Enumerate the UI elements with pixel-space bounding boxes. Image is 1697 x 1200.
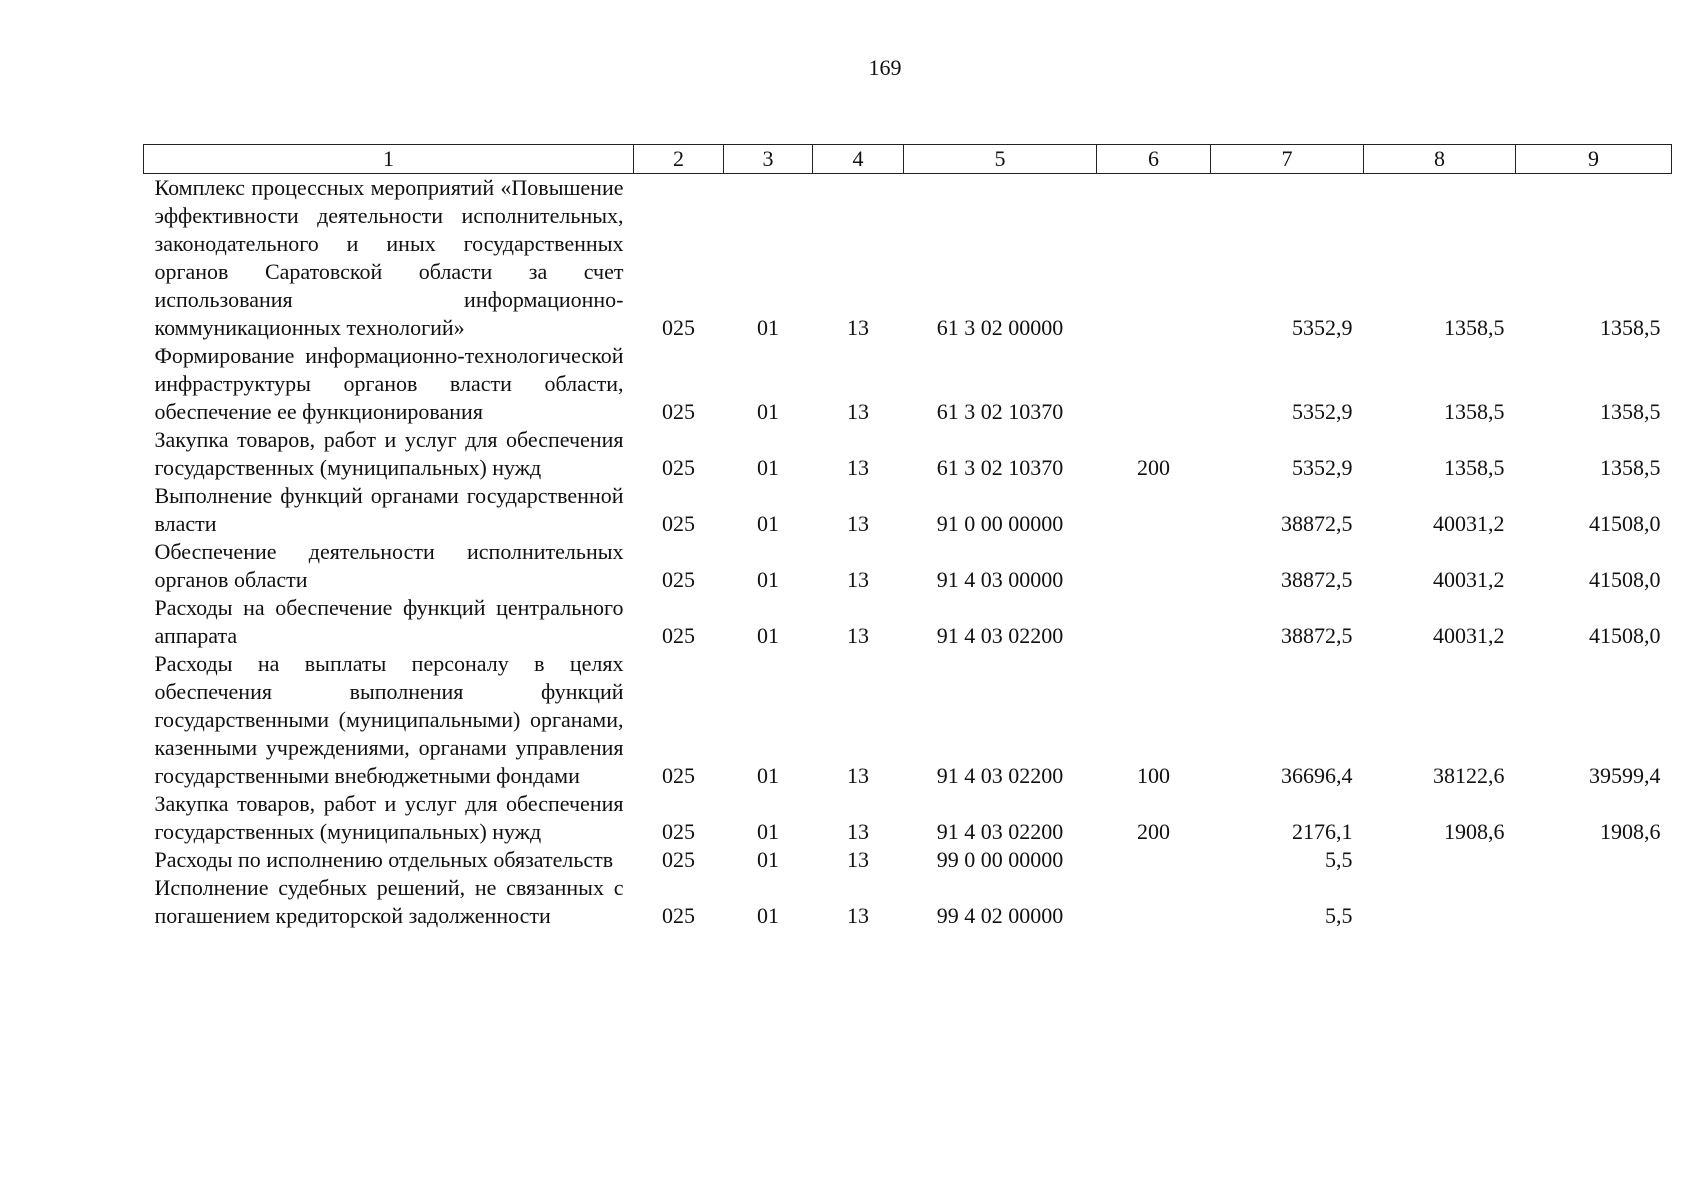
row-v8: 38122,6: [1433, 763, 1505, 788]
header-col-8: 8: [1364, 145, 1516, 174]
row-v7: 5352,9: [1292, 315, 1353, 340]
row-name: Расходы на обеспечение функций центрального аппарата: [154, 595, 624, 648]
row-rz: 01: [757, 315, 779, 340]
table-row: [144, 174, 1672, 343]
row-csr: 91 4 03 00000: [936, 567, 1064, 592]
row-name: Закупка товаров, работ и услуг для обеспечения государственных (муниципальных) нужд: [154, 427, 624, 480]
table-row: [144, 342, 1672, 426]
row-v9: 1358,5: [1600, 315, 1661, 340]
row-vr: [1097, 594, 1211, 650]
row-csr: 91 4 03 02200: [936, 819, 1064, 844]
row-vr: 200: [1137, 455, 1170, 480]
row-name: Расходы по исполнению отдельных обязательств: [154, 847, 614, 872]
table-row: [144, 538, 1672, 594]
row-pr: 13: [847, 399, 869, 424]
row-v9: 1908,6: [1600, 819, 1661, 844]
row-pr: 13: [847, 903, 869, 928]
header-col-5: 5: [904, 145, 1097, 174]
row-gr: 025: [662, 623, 695, 648]
row-rz: 01: [757, 847, 779, 872]
row-name: Закупка товаров, работ и услуг для обеспечения государственных (муниципальных) нужд: [154, 791, 624, 844]
row-vr: [1097, 342, 1211, 426]
table-header: [144, 145, 1672, 174]
row-name: Комплекс процессных мероприятий «Повышение эффективности деятельности исполнительных, законодательного и иных государственных органов Саратовской области за счет использования информационно-коммуникационных технологий»: [154, 175, 624, 340]
header-col-4: 4: [813, 145, 904, 174]
table-row: [144, 426, 1672, 482]
row-v8: 40031,2: [1433, 623, 1505, 648]
row-v9: [1516, 874, 1672, 930]
row-rz: 01: [757, 567, 779, 592]
row-v7: 2176,1: [1292, 819, 1353, 844]
row-pr: 13: [847, 819, 869, 844]
row-v7: 38872,5: [1281, 623, 1353, 648]
row-v8: 40031,2: [1433, 567, 1505, 592]
row-v8: 1358,5: [1444, 455, 1505, 480]
row-vr: [1097, 874, 1211, 930]
table-row: [144, 594, 1672, 650]
header-col-6: 6: [1097, 145, 1211, 174]
row-rz: 01: [757, 511, 779, 536]
row-gr: 025: [662, 455, 695, 480]
row-pr: 13: [847, 763, 869, 788]
table-row: [144, 874, 1672, 930]
row-rz: 01: [757, 819, 779, 844]
row-name: Расходы на выплаты персоналу в целях обеспечения выполнения функций государственными (муниципальными) органами, казенными учреждениями, органами управления государственными внебюджетными фондами: [154, 651, 624, 788]
header-row: [144, 145, 1672, 174]
row-gr: 025: [662, 315, 695, 340]
row-name: Выполнение функций органами государственной власти: [154, 483, 624, 536]
row-v9: 1358,5: [1600, 399, 1661, 424]
row-v9: [1516, 846, 1672, 874]
header-col-1: 1: [144, 145, 634, 174]
row-v7: 38872,5: [1281, 511, 1353, 536]
row-v9: 41508,0: [1589, 567, 1661, 592]
row-v8: [1364, 874, 1516, 930]
row-pr: 13: [847, 455, 869, 480]
row-pr: 13: [847, 623, 869, 648]
header-col-9: 9: [1516, 145, 1672, 174]
header-col-2: 2: [634, 145, 724, 174]
row-vr: 200: [1137, 819, 1170, 844]
row-csr: 99 0 00 00000: [936, 847, 1064, 872]
row-rz: 01: [757, 903, 779, 928]
row-v8: 40031,2: [1433, 511, 1505, 536]
row-vr: [1097, 482, 1211, 538]
row-v7: 5,5: [1325, 847, 1353, 872]
table-body: [144, 174, 1672, 931]
row-pr: 13: [847, 567, 869, 592]
header-col-3: 3: [724, 145, 813, 174]
row-v7: 38872,5: [1281, 567, 1353, 592]
page-number: 169: [868, 55, 902, 80]
row-v8: 1908,6: [1444, 819, 1505, 844]
row-csr: 91 0 00 00000: [936, 511, 1064, 536]
table-row: [144, 846, 1672, 874]
row-pr: 13: [847, 315, 869, 340]
budget-table: [143, 144, 1672, 930]
row-v9: 39599,4: [1589, 763, 1661, 788]
row-gr: 025: [662, 903, 695, 928]
row-csr: 61 3 02 00000: [936, 315, 1064, 340]
row-gr: 025: [662, 511, 695, 536]
row-v7: 5352,9: [1292, 455, 1353, 480]
row-csr: 91 4 03 02200: [936, 623, 1064, 648]
row-v9: 1358,5: [1600, 455, 1661, 480]
row-v9: 41508,0: [1589, 623, 1661, 648]
row-vr: [1097, 846, 1211, 874]
row-v9: 41508,0: [1589, 511, 1661, 536]
row-gr: 025: [662, 763, 695, 788]
table-row: [144, 650, 1672, 790]
row-v8: 1358,5: [1444, 399, 1505, 424]
row-rz: 01: [757, 763, 779, 788]
table-row: [144, 482, 1672, 538]
row-csr: 99 4 02 00000: [936, 903, 1064, 928]
row-vr: 100: [1137, 763, 1170, 788]
row-gr: 025: [662, 819, 695, 844]
row-csr: 61 3 02 10370: [936, 455, 1064, 480]
row-vr: [1097, 538, 1211, 594]
row-pr: 13: [847, 847, 869, 872]
table-row: [144, 790, 1672, 846]
row-csr: 91 4 03 02200: [936, 763, 1064, 788]
row-name: Исполнение судебных решений, не связанных с погашением кредиторской задолженности: [154, 875, 624, 928]
row-v7: 5352,9: [1292, 399, 1353, 424]
row-v8: 1358,5: [1444, 315, 1505, 340]
row-name: Формирование информационно-технологической инфраструктуры органов власти области, обеспечение ее функционирования: [154, 343, 624, 424]
row-gr: 025: [662, 847, 695, 872]
row-v7: 36696,4: [1281, 763, 1353, 788]
row-rz: 01: [757, 623, 779, 648]
row-pr: 13: [847, 511, 869, 536]
row-v7: 5,5: [1325, 903, 1353, 928]
row-vr: [1097, 174, 1211, 343]
row-csr: 61 3 02 10370: [936, 399, 1064, 424]
row-gr: 025: [662, 399, 695, 424]
header-col-7: 7: [1211, 145, 1364, 174]
row-v8: [1364, 846, 1516, 874]
row-rz: 01: [757, 455, 779, 480]
row-name: Обеспечение деятельности исполнительных органов области: [154, 539, 624, 592]
row-gr: 025: [662, 567, 695, 592]
row-rz: 01: [757, 399, 779, 424]
